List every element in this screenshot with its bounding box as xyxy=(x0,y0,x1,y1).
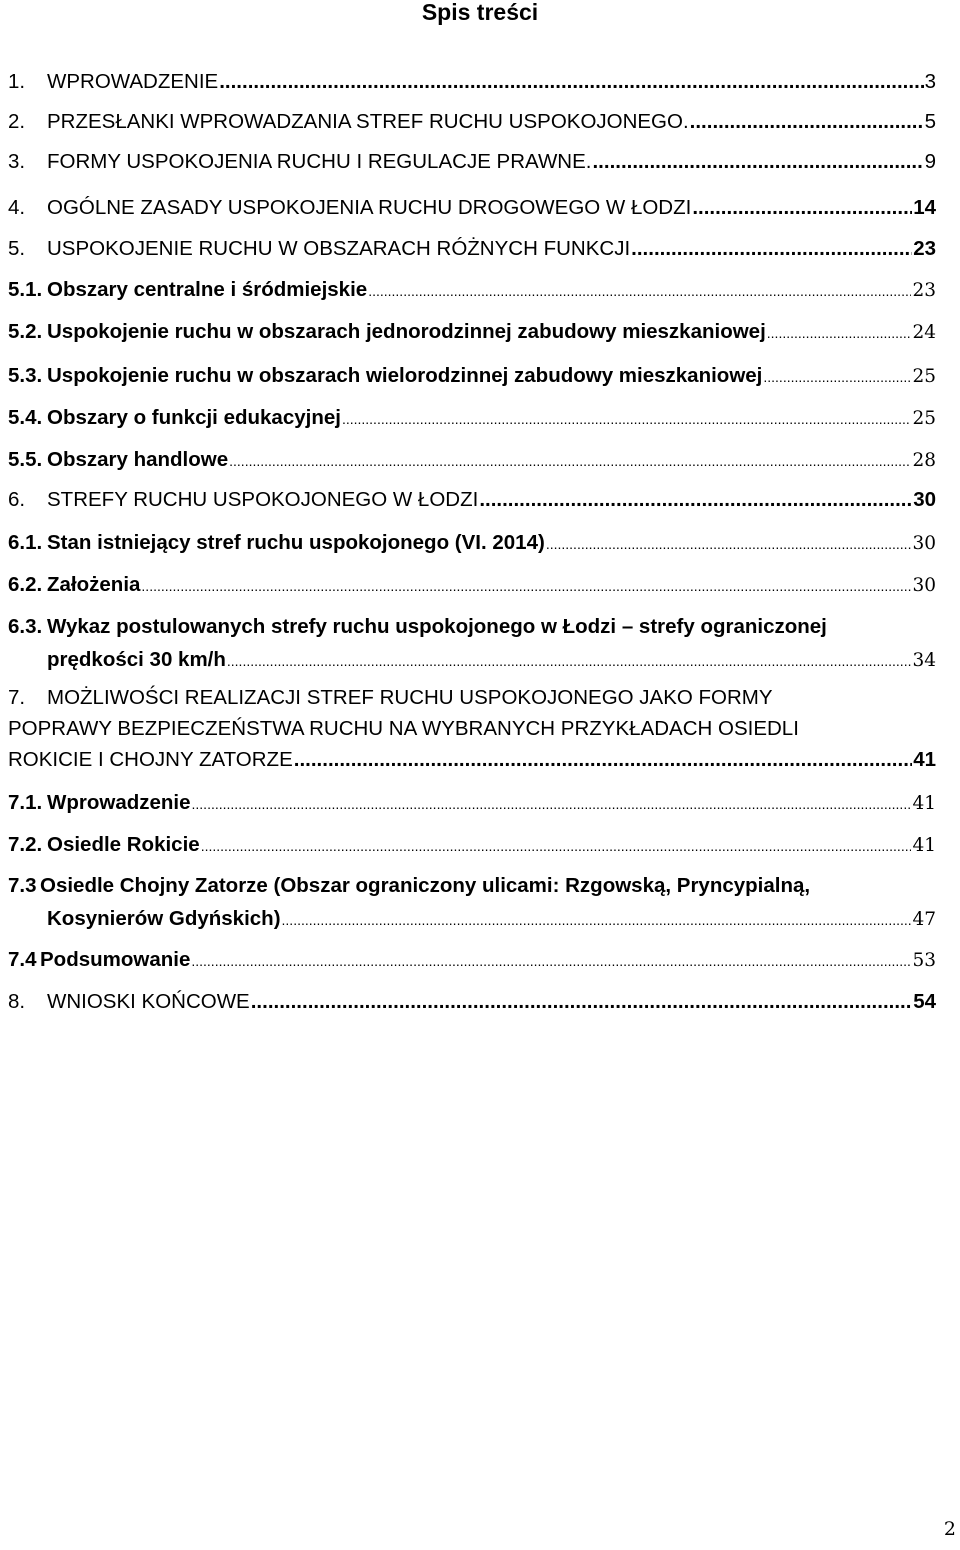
toc-leader-dots xyxy=(229,453,911,469)
toc-entry-number: 3. xyxy=(8,150,26,173)
toc-entry-page: 25 xyxy=(912,408,936,429)
toc-leader-dots xyxy=(546,536,912,552)
toc-entry-title: Obszary centralne i śródmiejskie xyxy=(47,278,368,301)
toc-entry-5-5[interactable] xyxy=(0,448,960,480)
toc-leader-dots xyxy=(631,237,912,261)
toc-entry-page: 30 xyxy=(913,488,936,511)
toc-leader-dots xyxy=(767,325,912,341)
toc-entry-title-line1: Wykaz postulowanych strefy ruchu uspokojonego w Łodzi – strefy ograniczonej xyxy=(47,615,827,638)
toc-entry-number: 7.1. xyxy=(8,791,43,814)
toc-entry-2[interactable] xyxy=(0,110,960,142)
toc-entry-7-1[interactable] xyxy=(0,791,960,823)
toc-entry-title: Stan istniejący stref ruchu uspokojonego (VI. 2014) xyxy=(47,531,545,554)
toc-entry-page: 23 xyxy=(912,280,936,301)
toc-entry-number: 6.3. xyxy=(8,615,43,638)
toc-entry-title-line3: ROKICIE I CHOJNY ZATORZE xyxy=(8,748,293,771)
toc-leader-dots xyxy=(368,283,911,299)
toc-entry-page: 53 xyxy=(912,950,936,971)
toc-leader-dots xyxy=(690,110,924,134)
toc-entry-5-1[interactable] xyxy=(0,278,960,310)
toc-entry-title: PRZESŁANKI WPROWADZANIA STREF RUCHU USPOKOJONEGO. xyxy=(47,110,689,133)
toc-leader-dots xyxy=(479,488,912,512)
toc-entry-6-2[interactable] xyxy=(0,573,960,605)
toc-entry-page: 5 xyxy=(924,110,936,133)
toc-entry-7[interactable] xyxy=(0,686,960,782)
toc-entry-number: 5.1. xyxy=(8,278,43,301)
toc-entry-number: 6.1. xyxy=(8,531,43,554)
toc-entry-number: 5.3. xyxy=(8,364,43,387)
toc-entry-6[interactable] xyxy=(0,488,960,520)
toc-leader-dots xyxy=(282,912,912,928)
toc-entry-number: 6. xyxy=(8,488,26,511)
toc-entry-5-4[interactable] xyxy=(0,406,960,438)
toc-entry-page: 24 xyxy=(912,322,936,343)
toc-entry-number: 7. xyxy=(8,686,26,709)
toc-leader-dots xyxy=(141,578,911,594)
toc-leader-dots xyxy=(692,196,912,220)
toc-entry-number: 7.2. xyxy=(8,833,43,856)
toc-entry-title: Obszary handlowe xyxy=(47,448,229,471)
toc-entry-number: 6.2. xyxy=(8,573,43,596)
toc-entry-6-1[interactable] xyxy=(0,531,960,563)
toc-leader-dots xyxy=(219,70,923,94)
toc-entry-5-3[interactable] xyxy=(0,364,960,396)
toc-entry-title: FORMY USPOKOJENIA RUCHU I REGULACJE PRAWNE. xyxy=(47,150,592,173)
toc-leader-dots xyxy=(251,990,912,1014)
toc-leader-dots xyxy=(592,150,923,174)
toc-entry-page: 28 xyxy=(912,450,936,471)
toc-entry-page: 54 xyxy=(913,990,936,1013)
toc-leader-dots xyxy=(763,369,911,385)
toc-entry-title: Obszary o funkcji edukacyjnej xyxy=(47,406,341,429)
page-title: Spis treści xyxy=(421,0,539,25)
toc-leader-dots xyxy=(191,953,911,969)
toc-entry-title: Wprowadzenie xyxy=(47,791,191,814)
toc-entry-number: 1. xyxy=(8,70,26,93)
toc-entry-number: 5. xyxy=(8,237,26,260)
toc-entry-page: 41 xyxy=(912,793,936,814)
toc-entry-page: 23 xyxy=(913,237,936,260)
toc-leader-dots xyxy=(342,411,912,427)
toc-entry-page: 30 xyxy=(912,575,936,596)
page-number: 2 xyxy=(943,1518,956,1540)
toc-entry-title: USPOKOJENIE RUCHU W OBSZARACH RÓŻNYCH FUNKCJI xyxy=(47,237,631,260)
toc-entry-title: WPROWADZENIE xyxy=(47,70,219,93)
toc-entry-7-2[interactable] xyxy=(0,833,960,865)
toc-entry-title-line1: Osiedle Chojny Zatorze (Obszar ograniczony ulicami: Rzgowską, Pryncypialną, xyxy=(40,874,811,897)
toc-entry-title: Uspokojenie ruchu w obszarach jednorodzinnej zabudowy mieszkaniowej xyxy=(47,320,766,343)
toc-entry-title: Osiedle Rokicie xyxy=(47,833,200,856)
toc-entry-number: 5.5. xyxy=(8,448,43,471)
toc-entry-7-4[interactable] xyxy=(0,948,960,980)
toc-entry-page: 41 xyxy=(913,748,936,771)
toc-entry-number: 8. xyxy=(8,990,26,1013)
toc-entry-page: 25 xyxy=(912,366,936,387)
toc-entry-title: Założenia xyxy=(47,573,141,596)
toc-entry-title-line2: prędkości 30 km/h xyxy=(47,648,226,671)
toc-entry-number: 5.2. xyxy=(8,320,43,343)
toc-entry-page: 3 xyxy=(924,70,936,93)
toc-entry-page: 47 xyxy=(912,909,936,930)
toc-entry-number: 7.4 xyxy=(8,948,37,971)
toc-entry-number: 7.3 xyxy=(8,874,37,897)
toc-entry-title-line2: Kosynierów Gdyńskich) xyxy=(47,907,281,930)
toc-entry-6-3[interactable] xyxy=(0,615,960,679)
toc-entry-title: Podsumowanie xyxy=(40,948,191,971)
toc-leader-dots xyxy=(227,653,912,669)
toc-entry-8[interactable] xyxy=(0,990,960,1022)
toc-entry-number: 4. xyxy=(8,196,26,219)
toc-leader-dots xyxy=(192,796,912,812)
toc-entry-number: 5.4. xyxy=(8,406,43,429)
toc-entry-5[interactable] xyxy=(0,237,960,269)
toc-entry-5-2[interactable] xyxy=(0,320,960,352)
toc-entry-title-line1: MOŻLIWOŚCI REALIZACJI STREF RUCHU USPOKOJONEGO JAKO FORMY xyxy=(47,686,773,709)
toc-entry-page: 41 xyxy=(912,835,936,856)
toc-entry-title: OGÓLNE ZASADY USPOKOJENIA RUCHU DROGOWEGO W ŁODZI xyxy=(47,196,692,219)
toc-entry-3[interactable] xyxy=(0,150,960,182)
toc-entry-page: 30 xyxy=(912,533,936,554)
toc-leader-dots xyxy=(294,748,912,772)
toc-entry-1[interactable] xyxy=(0,70,960,102)
toc-entry-number: 2. xyxy=(8,110,26,133)
toc-entry-page: 9 xyxy=(924,150,936,173)
toc-entry-4[interactable] xyxy=(0,196,960,228)
toc-entry-title: Uspokojenie ruchu w obszarach wielorodzinnej zabudowy mieszkaniowej xyxy=(47,364,763,387)
toc-leader-dots xyxy=(201,838,912,854)
toc-entry-7-3[interactable] xyxy=(0,874,960,938)
toc-entry-title: STREFY RUCHU USPOKOJONEGO W ŁODZI xyxy=(47,488,479,511)
toc-entry-page: 14 xyxy=(913,196,936,219)
toc-entry-title-line2: POPRAWY BEZPIECZEŃSTWA RUCHU NA WYBRANYCH PRZYKŁADACH OSIEDLI xyxy=(8,717,799,740)
toc-entry-title: WNIOSKI KOŃCOWE xyxy=(47,990,250,1013)
toc-entry-page: 34 xyxy=(912,650,936,671)
